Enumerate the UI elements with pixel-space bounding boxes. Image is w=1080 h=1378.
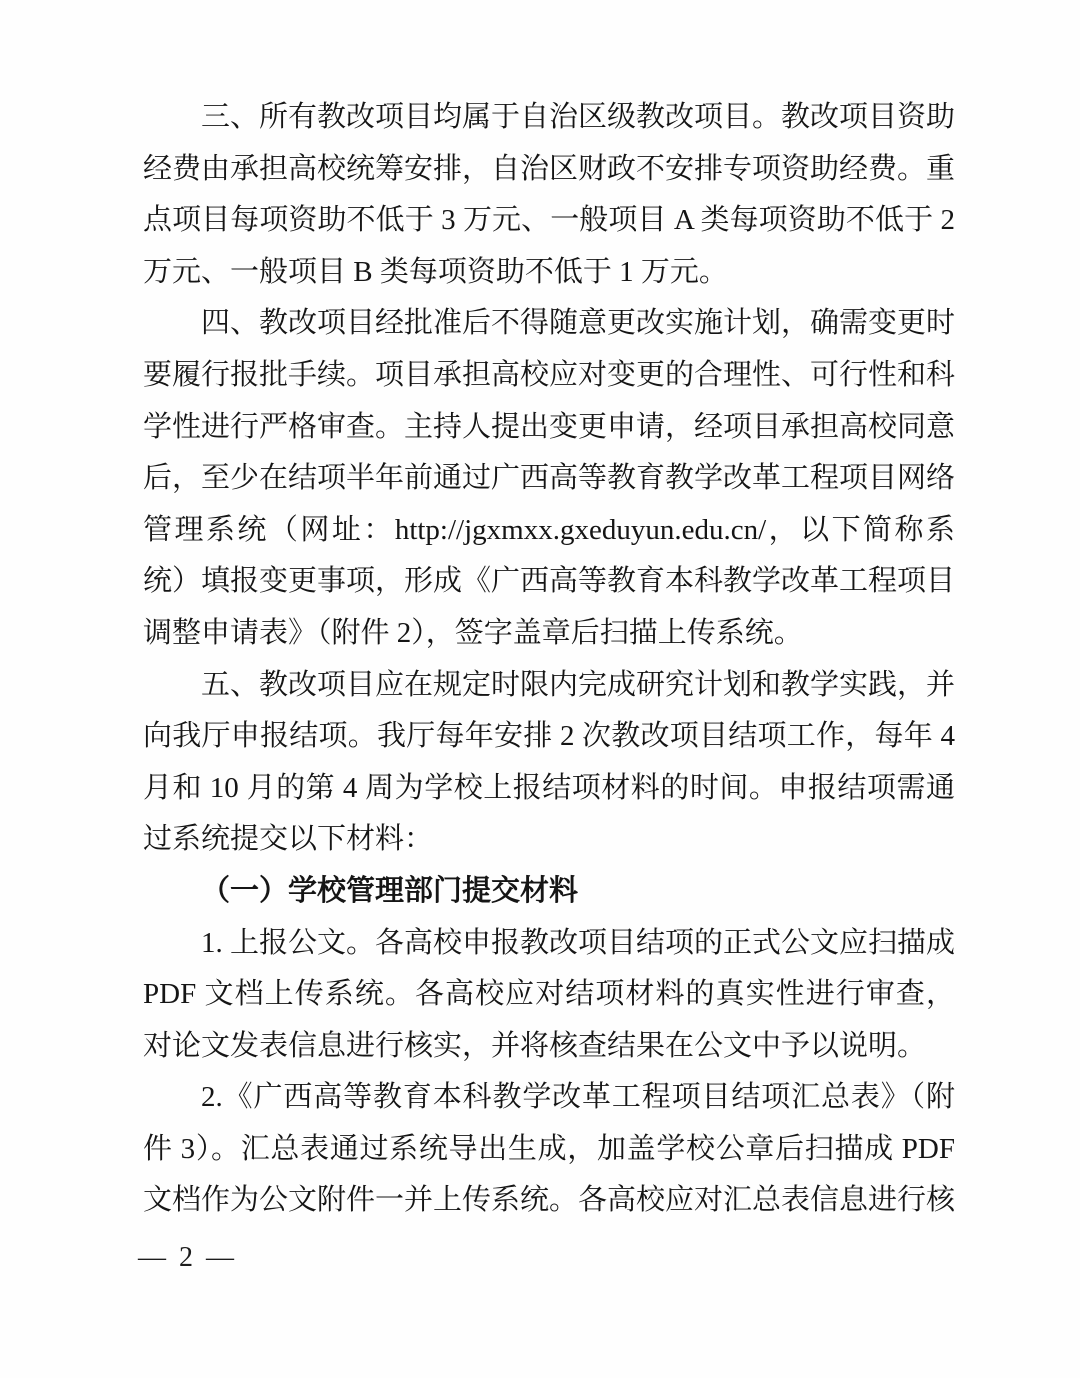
document-body: [143, 92, 955, 1227]
paragraph-clause-five: 五、教改项目应在规定时限内完成研究计划和教学实践，并向我厅申报结项。我厅每年安排 2 次教改项目结项工作，每年 4 月和 10 月的第 4 周为学校上报结项材料的时间。申报结项需通过系统提交以下材料：: [143, 668, 956, 856]
page-number: — 2 —: [138, 1242, 237, 1273]
paragraph-clause-four: 四、教改项目经批准后不得随意更改实施计划，确需变更时要履行报批手续。项目承担高校应对变更的合理性、可行性和科学性进行严格审查。主持人提出变更申请，经项目承担高校同意后，至少在结项半年前通过广西高等教育教学改革工程项目网络管理系统（网址：http://jgxmxx.gxeduyun.edu.cn/，以下简称系统）填报变更事项，形成《广西高等教育本科教学改革工程项目调整申请表》（附件 2），签字盖章后扫描上传系统。: [143, 307, 956, 649]
paragraph-clause-three: 三、所有教改项目均属于自治区级教改项目。教改项目资助经费由承担高校统筹安排，自治区财政不安排专项资助经费。重点项目每项资助不低于 3 万元、一般项目 A 类每项资助不低于 2 万元、一般项目 B 类每项资助不低于 1 万元。: [143, 101, 956, 288]
section-heading-school-materials: （一）学校管理部门提交材料: [201, 874, 579, 907]
paragraph-item-one: 1. 上报公文。各高校申报教改项目结项的正式公文应扫描成 PDF 文档上传系统。各高校应对结项材料的真实性进行审查，对论文发表信息进行核实，并将核查结果在公文中予以说明。: [143, 926, 956, 1062]
paragraph-item-two: 2.《广西高等教育本科教学改革工程项目结项汇总表》（附件 3）。汇总表通过系统导出生成，加盖学校公章后扫描成 PDF 文档作为公文附件一并上传系统。各高校应对汇总表信息进行核: [143, 1081, 956, 1217]
